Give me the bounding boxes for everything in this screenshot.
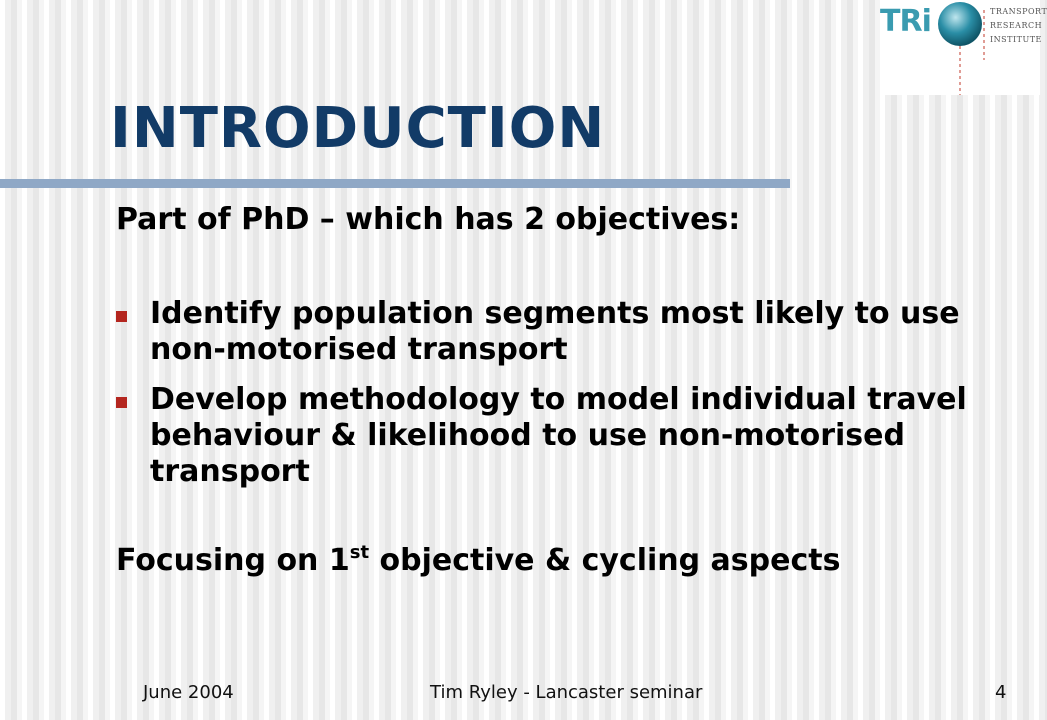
focus-superscript: st: [349, 542, 370, 563]
square-bullet-icon: [116, 311, 127, 322]
title-divider: [0, 179, 790, 188]
focus-text-after: objective & cycling aspects: [369, 543, 841, 578]
square-bullet-icon: [116, 397, 127, 408]
objective-text: Develop methodology to model individual travel behaviour & likelihood to use non-motorised transport: [150, 382, 967, 489]
list-item: [116, 382, 1016, 490]
logo-word-transport: TRANSPORT: [990, 7, 1047, 16]
focus-text: [116, 543, 840, 578]
logo-abbreviation: TRi: [880, 4, 931, 39]
objective-text: Identify population segments most likely to use non-motorised transport: [150, 296, 960, 367]
tri-logo: [880, 0, 1047, 95]
footer-date: June 2004: [143, 682, 234, 703]
footer-author: Tim Ryley - Lancaster seminar: [430, 682, 703, 703]
focus-text-before: Focusing on 1: [116, 543, 350, 578]
slide-title: INTRODUCTION: [110, 96, 606, 161]
list-item: [116, 296, 1016, 368]
logo-words: [990, 5, 1047, 47]
objectives-list: [116, 296, 1016, 504]
page-number: 4: [995, 682, 1007, 703]
logo-word-research: RESEARCH: [990, 21, 1043, 30]
intro-text: Part of PhD – which has 2 objectives:: [116, 202, 741, 237]
logo-word-institute: INSTITUTE: [990, 35, 1042, 44]
